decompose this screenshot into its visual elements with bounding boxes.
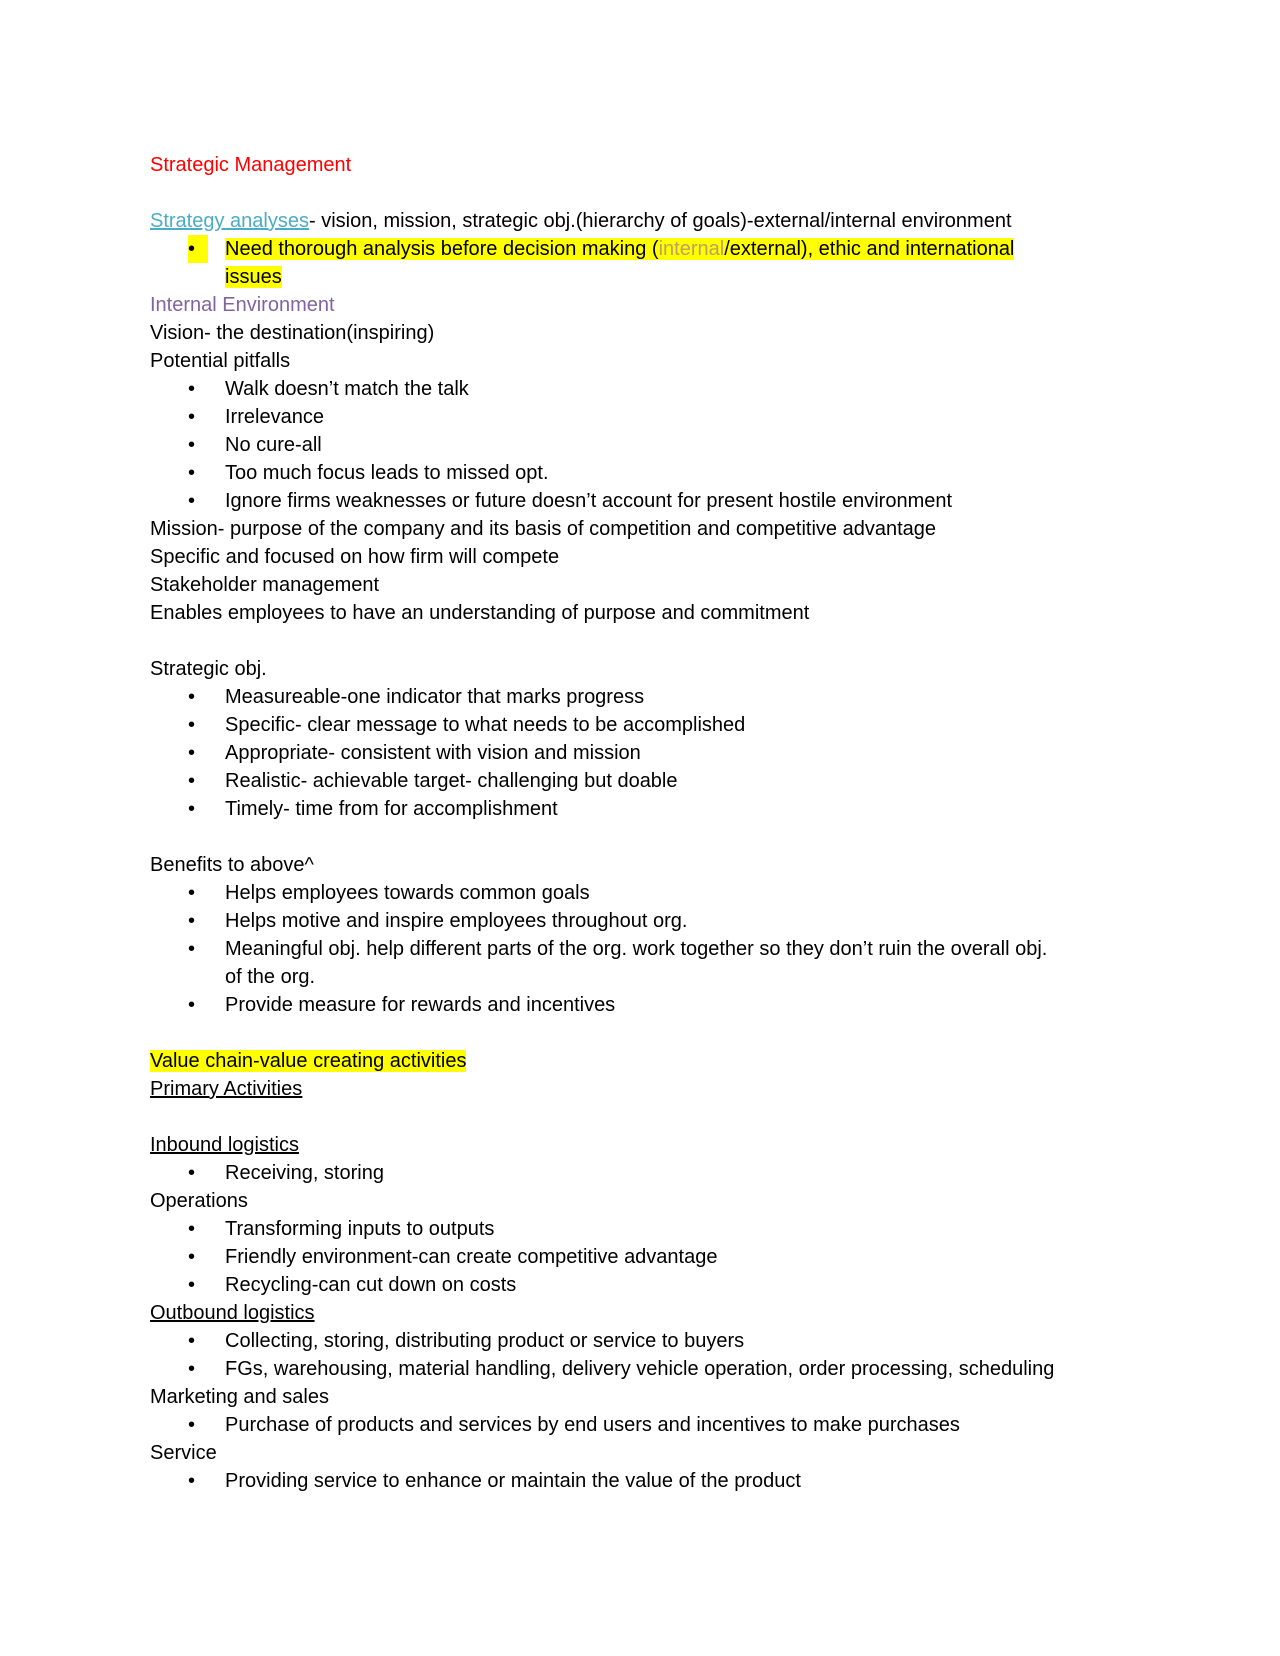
bullet-glyph: • [188, 1274, 196, 1296]
strategy-line-text: - vision, mission, strategic obj.(hierarchy of goals)-external/internal environment [308, 210, 1012, 232]
strategic-obj-heading: Strategic obj. [150, 658, 267, 680]
marketing-list [150, 1411, 1130, 1439]
list-item [150, 683, 1130, 711]
bullet-glyph: • [188, 910, 196, 932]
marketing-heading: Marketing and sales [150, 1386, 329, 1408]
outbound-list [150, 1327, 1130, 1383]
list-item [150, 711, 1130, 739]
text-line: Mission- purpose of the company and its basis of competition and competitive advantage [150, 518, 936, 540]
list-item [150, 431, 1130, 459]
list-item-text: Friendly environment-can create competitive advantage [225, 1246, 718, 1268]
benefits-list [150, 879, 1130, 1019]
list-item-text: Appropriate- consistent with vision and mission [225, 742, 641, 764]
bullet-glyph: • [188, 882, 196, 904]
list-item [150, 1411, 1130, 1439]
list-item [150, 991, 1130, 1019]
inbound-heading: Inbound logistics [150, 1134, 299, 1156]
bullet-glyph: • [188, 798, 196, 820]
bullet-glyph: • [188, 462, 196, 484]
list-item-text: Providing service to enhance or maintain the value of the product [225, 1470, 801, 1492]
list-item [150, 1215, 1130, 1243]
primary-activities-heading: Primary Activities [150, 1078, 303, 1100]
list-item-text: Collecting, storing, distributing product or service to buyers [225, 1330, 745, 1352]
bullet-glyph: • [188, 490, 196, 512]
list-item [150, 907, 1130, 935]
operations-list [150, 1215, 1130, 1299]
bullet-glyph: • [188, 1470, 196, 1492]
list-item [150, 403, 1130, 431]
list-item [150, 487, 1130, 515]
highlighted-note: Need thorough analysis before decision making (internal/external), ethic and international issues [225, 238, 1015, 288]
list-item-text: Timely- time from for accomplishment [225, 798, 558, 820]
list-item [150, 935, 1130, 991]
bullet-glyph: • [188, 378, 196, 400]
pitfalls-list [150, 375, 1130, 515]
list-item-text: Too much focus leads to missed opt. [225, 462, 549, 484]
list-item-text: Helps motive and inspire employees throughout org. [225, 910, 688, 932]
bullet-glyph: • [188, 994, 196, 1016]
text-line: Stakeholder management [150, 574, 380, 596]
list-item [150, 459, 1130, 487]
internal-word: internal [658, 238, 725, 260]
pitfalls-heading: Potential pitfalls [150, 350, 291, 372]
list-item [150, 739, 1130, 767]
list-item [150, 1271, 1130, 1299]
bullet-glyph: • [188, 938, 196, 960]
list-item-text: Receiving, storing [225, 1162, 384, 1184]
list-item-text: Walk doesn’t match the talk [225, 378, 469, 400]
service-heading: Service [150, 1442, 217, 1464]
value-chain-line [150, 1047, 1130, 1075]
bullet-glyph: • [188, 770, 196, 792]
internal-environment-heading: Internal Environment [150, 294, 335, 316]
text-line: Specific and focused on how firm will compete [150, 546, 560, 568]
inbound-list [150, 1159, 1130, 1187]
strategy-note-list [150, 235, 1130, 291]
value-chain-heading: Value chain-value creating activities [150, 1050, 467, 1072]
bullet-glyph: • [188, 406, 196, 428]
bullet-glyph: • [188, 434, 196, 456]
bullet-glyph: • [188, 714, 196, 736]
list-item [150, 1243, 1130, 1271]
list-item [150, 1355, 1130, 1383]
bullet-glyph: • [188, 686, 196, 708]
list-item [150, 235, 1130, 291]
blank-line [150, 627, 1130, 655]
list-item-text: Measureable-one indicator that marks progress [225, 686, 645, 708]
benefits-heading: Benefits to above^ [150, 854, 314, 876]
strategy-analyses-link[interactable]: Strategy analyses [150, 210, 309, 232]
strategic-obj-list [150, 683, 1130, 823]
list-item [150, 795, 1130, 823]
list-item [150, 1467, 1130, 1495]
list-item [150, 767, 1130, 795]
bullet-glyph: • [188, 1358, 196, 1380]
list-item-text: Provide measure for rewards and incentives [225, 994, 616, 1016]
list-item [150, 375, 1130, 403]
list-item-text: Recycling-can cut down on costs [225, 1274, 517, 1296]
list-item-text: FGs, warehousing, material handling, delivery vehicle operation, order processing, scheduling [225, 1358, 1055, 1380]
list-item-text: Realistic- achievable target- challenging but doable [225, 770, 678, 792]
bullet-glyph: • [188, 1330, 196, 1352]
outbound-heading: Outbound logistics [150, 1302, 315, 1324]
list-item [150, 879, 1130, 907]
bullet-glyph: • [188, 742, 196, 764]
bullet-glyph: • [188, 1162, 196, 1184]
list-item-text: Meaningful obj. help different parts of the org. work together so they don’t ruin the overall obj. of the org. [225, 938, 1048, 988]
bullet-glyph: • [188, 1246, 196, 1268]
vision-line: Vision- the destination(inspiring) [150, 322, 435, 344]
bullet-glyph: • [188, 1414, 196, 1436]
blank-line [150, 1019, 1130, 1047]
blank-line [150, 1103, 1130, 1131]
list-item-text: No cure-all [225, 434, 322, 456]
text-line: Enables employees to have an understanding of purpose and commitment [150, 602, 810, 624]
operations-heading: Operations [150, 1190, 248, 1212]
blank-line [150, 179, 1130, 207]
bullet-glyph: • [188, 235, 208, 263]
bullet-glyph: • [188, 1218, 196, 1240]
service-list [150, 1467, 1130, 1495]
list-item-text: Purchase of products and services by end users and incentives to make purchases [225, 1414, 960, 1436]
list-item [150, 1327, 1130, 1355]
list-item-text: Ignore firms weaknesses or future doesn’t account for present hostile environment [225, 490, 953, 512]
list-item-text: Helps employees towards common goals [225, 882, 590, 904]
strategy-line [150, 207, 1130, 235]
list-item-text: Specific- clear message to what needs to be accomplished [225, 714, 746, 736]
mission-block [150, 515, 1130, 627]
list-item-text: Irrelevance [225, 406, 324, 428]
document-title: Strategic Management [150, 154, 352, 176]
list-item [150, 1159, 1130, 1187]
list-item-text: Transforming inputs to outputs [225, 1218, 495, 1240]
blank-line [150, 823, 1130, 851]
